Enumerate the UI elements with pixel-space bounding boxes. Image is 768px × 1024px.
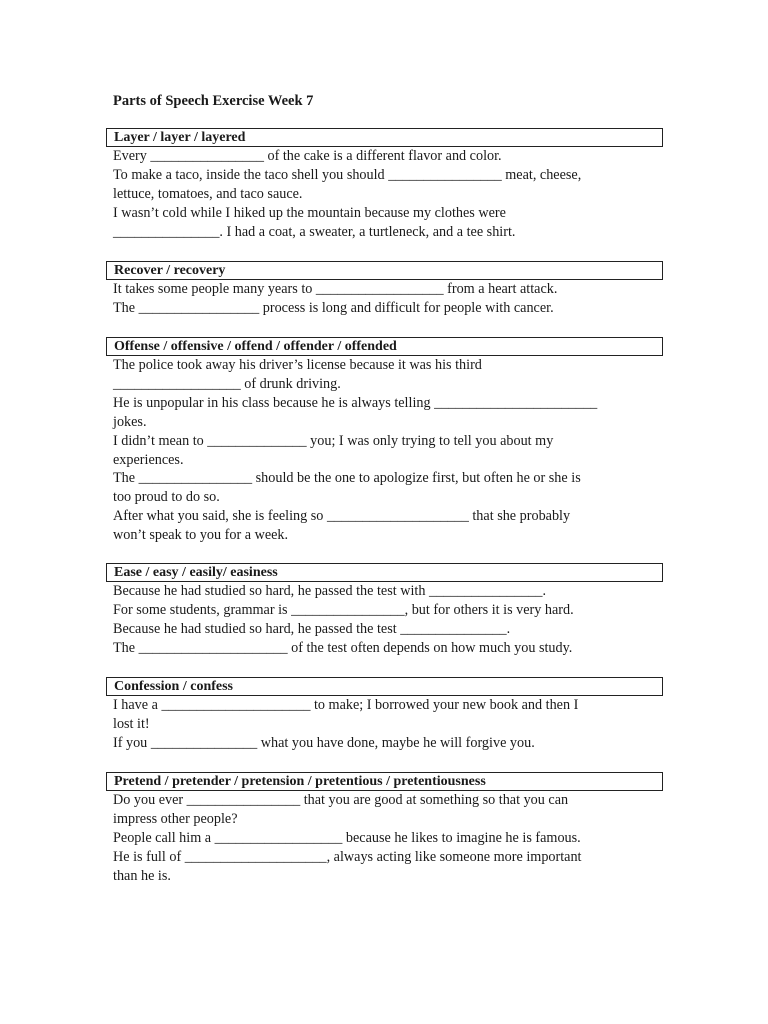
exercise-line: It takes some people many years to __________________ from a heart attack. xyxy=(113,281,558,297)
section-header: Recover / recovery xyxy=(106,261,663,280)
section-header: Layer / layer / layered xyxy=(106,128,663,147)
exercise-line: After what you said, she is feeling so ____________________ that she probably xyxy=(113,508,571,525)
exercise-line: experiences. xyxy=(113,451,184,468)
section-ease xyxy=(106,563,663,658)
exercise-line: _______________. I had a coat, a sweater, a turtleneck, and a tee shirt. xyxy=(113,223,516,240)
section-lines xyxy=(106,582,663,658)
exercise-line: Every ________________ of the cake is a different flavor and color. xyxy=(113,148,502,164)
section-header: Offense / offensive / offend / offender / offended xyxy=(106,337,663,356)
exercise-line: too proud to do so. xyxy=(113,489,220,506)
exercise-line: Do you ever ________________ that you are good at something so that you can xyxy=(113,792,569,808)
section-header: Ease / easy / easily/ easiness xyxy=(106,563,663,582)
section-lines xyxy=(106,696,663,753)
exercise-line: __________________ of drunk driving. xyxy=(113,375,341,392)
exercise-line: He is unpopular in his class because he is always telling _______________________ xyxy=(113,394,598,411)
exercise-line: I wasn’t cold while I hiked up the mountain because my clothes were xyxy=(113,204,506,221)
exercise-line: impress other people? xyxy=(113,810,238,827)
exercise-line: won’t speak to you for a week. xyxy=(113,527,289,544)
exercise-line: To make a taco, inside the taco shell you should ________________ meat, cheese, xyxy=(113,166,582,183)
section-recover xyxy=(106,261,663,318)
page-title: Parts of Speech Exercise Week 7 xyxy=(113,93,314,109)
exercise-line: The ________________ should be the one to apologize first, but often he or she is xyxy=(113,470,581,487)
section-lines xyxy=(106,356,663,545)
exercise-line: If you _______________ what you have done, maybe he will forgive you. xyxy=(113,734,535,751)
section-header: Pretend / pretender / pretension / pretentious / pretentiousness xyxy=(106,772,663,791)
exercise-line: than he is. xyxy=(113,867,171,884)
section-pretend xyxy=(106,772,663,886)
exercise-line: For some students, grammar is ________________, but for others it is very hard. xyxy=(113,601,574,618)
exercise-line: Because he had studied so hard, he passed the test _______________. xyxy=(113,620,511,637)
exercise-line: Because he had studied so hard, he passed the test with ________________. xyxy=(113,583,547,599)
section-offense xyxy=(106,337,663,545)
section-header: Confession / confess xyxy=(106,677,663,696)
exercise-line: The _________________ process is long and difficult for people with cancer. xyxy=(113,299,554,316)
section-lines xyxy=(106,280,663,318)
exercise-line: He is full of ____________________, always acting like someone more important xyxy=(113,848,582,865)
exercise-line: The police took away his driver’s license because it was his third xyxy=(113,357,482,373)
section-lines xyxy=(106,791,663,886)
section-layer xyxy=(106,128,663,242)
exercise-line: The _____________________ of the test often depends on how much you study. xyxy=(113,639,573,656)
exercise-line: I have a _____________________ to make; I borrowed your new book and then I xyxy=(113,697,579,713)
section-lines xyxy=(106,147,663,242)
exercise-line: jokes. xyxy=(113,413,147,430)
exercise-line: lettuce, tomatoes, and taco sauce. xyxy=(113,185,303,202)
exercise-line: People call him a __________________ because he likes to imagine he is famous. xyxy=(113,829,581,846)
section-confession xyxy=(106,677,663,753)
exercise-line: lost it! xyxy=(113,715,150,732)
exercise-line: I didn’t mean to ______________ you; I was only trying to tell you about my xyxy=(113,432,554,449)
